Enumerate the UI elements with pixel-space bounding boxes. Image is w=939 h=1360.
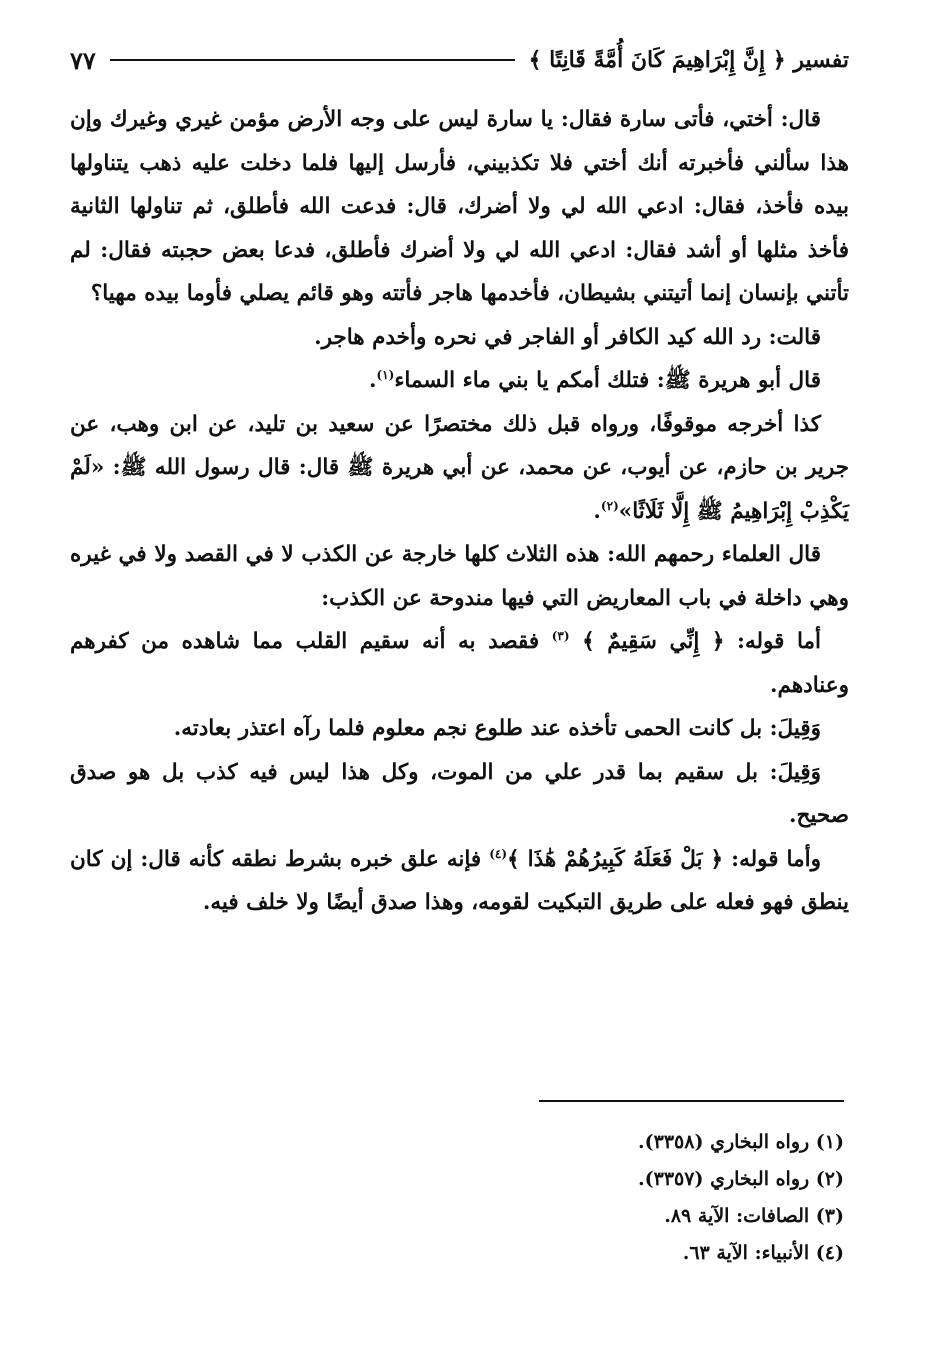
paragraph-3-text: قال أبو هريرة ﷺ: فتلك أمكم يا بني ماء السماء (394, 368, 821, 393)
footnote-ref-3: (٣) (551, 628, 570, 643)
footnote-ref-1: (١) (376, 367, 395, 382)
paragraph-4-text: كذا أخرجه موقوفًا، ورواه قبل ذلك مختصرًا عن سعيد بن تليد، عن ابن وهب، عن جرير بن حازم، عن أيوب، عن محمد، عن أبي هريرة ﷺ قال: قال رسول الله ﷺ: «لَمْ يَكْذِبْ إِبْرَاهِيمُ ﷺ إِلَّا ثَلَاثًا» (70, 411, 849, 524)
footnote-2: (٢) رواه البخاري (٣٣٥٧). (638, 1168, 844, 1190)
footnote-ref-2: (٢) (600, 498, 619, 513)
footnote-3: (٣) الصافات: الآية ٨٩. (664, 1205, 844, 1227)
paragraph-6-text: فقصد به أنه سقيم القلب مما شاهده من كفرهم وعنادهم. (70, 629, 849, 698)
paragraph-2: قالت: رد الله كيد الكافر أو الفاجر في نحره وأخدم هاجر. (314, 324, 821, 350)
paragraph-8: وَقِيلَ: بل سقيم بما قدر علي من الموت، وكل هذا ليس فيه كذب بل هو صدق صحيح. (70, 759, 849, 828)
paragraph-6-quote: أما قوله: ﴿ إِنِّي سَقِيمٌ ﴾ (582, 629, 821, 654)
paragraph-6 (70, 620, 849, 707)
header-rule (110, 59, 515, 61)
paragraph-7: وَقِيلَ: بل كانت الحمى تأخذه عند طلوع نجم معلوم فلما رآه اعتذر بعادته. (173, 716, 821, 741)
footnote-1: (١) رواه البخاري (٣٣٥٨). (638, 1131, 844, 1153)
page-number: ٧٧ (70, 45, 96, 75)
footnote-4: (٤) الأنبياء: الآية ٦٣. (682, 1242, 844, 1264)
paragraph-1: قال: أختي، فأتى سارة فقال: يا سارة ليس على وجه الأرض مؤمن غيري وغيرك وإن هذا سألني فأخبرته أنك أختي فلا تكذبيني، فأرسل إليها فلما دخلت عليه ذهب يتناولها بيده فأخذ، فقال: ادعي الله لي ولا أضرك، قال: فدعت الله فأطلق، ثم تناولها الثانية فأخذ مثلها أو أشد فقال: ادعي الله لي ولا أضرك فأطلق، فدعا بعض حجبته فقال: لم تأتني بإنسان إنما أتيتني بشيطان، فأخدمها هاجر فأتته وهو قائم يصلي فأوما بيده مهيا؟ (70, 107, 849, 306)
paragraph-4-end: . (593, 498, 601, 524)
paragraph-5: قال العلماء رحمهم الله: هذه الثلاث كلها خارجة عن الكذب لا في القصد ولا في غيره وهي داخلة في باب المعاريض التي فيها مندوحة عن الكذب: (70, 542, 849, 611)
running-header (70, 40, 849, 80)
footnotes (70, 1124, 844, 1272)
paragraph-9 (70, 838, 849, 925)
body-text (70, 98, 849, 925)
header-title: تفسير ﴿ إِنَّ إِبْرَاهِيمَ كَانَ أُمَّةً قَانِتًا ﴾ (528, 47, 849, 73)
paragraph-9-quote: وأما قوله: ﴿ بَلْ فَعَلَهُ كَبِيرُهُمْ هَٰذَا ﴾ (507, 846, 821, 872)
paragraph-4 (70, 403, 849, 534)
footnote-rule (539, 1100, 844, 1102)
paragraph-3 (70, 359, 849, 403)
footnote-ref-4: (٤) (489, 846, 508, 861)
paragraph-9-text: فإنه علق خبره بشرط نطقه كأنه قال: إن كان ينطق فهو فعله على طريق التبكيت لقومه، وهذا صدق أيضًا ولا خلف فيه. (70, 846, 849, 915)
paragraph-3-end: . (368, 368, 377, 393)
